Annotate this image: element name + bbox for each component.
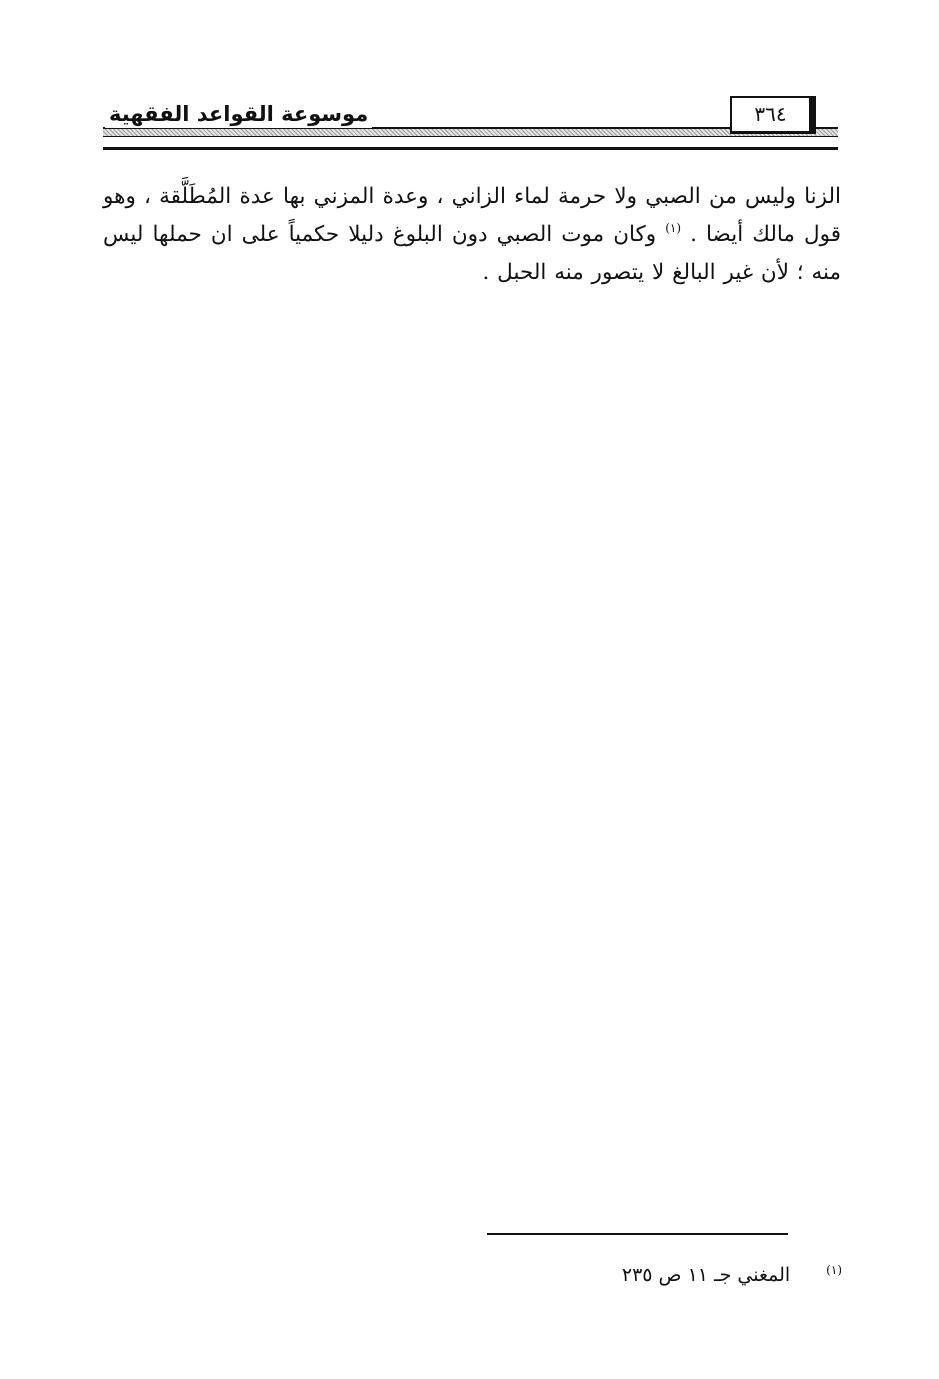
footnote-marker: (١) — [826, 1263, 842, 1277]
book-title: موسوعة القواعد الفقهية — [105, 100, 372, 128]
footnote-separator — [487, 1233, 788, 1235]
paragraph-text-after-reference: وكان موت الصبي دون البلوغ دليلا حكمياً على ان حملها ليس منه ؛ لأن غير البالغ لا يتصور منه الحبل . — [103, 222, 841, 285]
page-number: ٣٦٤ — [754, 102, 787, 126]
footnote — [480, 1256, 842, 1289]
main-text — [103, 178, 841, 292]
paragraph-text-before-reference: الزنا وليس من الصبي ولا حرمة لماء الزاني ، وعدة المزني بها عدة المُطَلَّقة ، وهو قول مالك أيضا . — [103, 184, 842, 247]
header-rule — [103, 147, 838, 150]
header-shaded-band — [103, 127, 838, 137]
footnote-text: المغني جـ ١١ ص ٢٣٥ — [621, 1264, 791, 1286]
footnote-reference: (١) — [665, 221, 682, 235]
page-number-box — [730, 96, 816, 134]
paragraph — [103, 178, 841, 292]
running-header — [103, 94, 838, 154]
